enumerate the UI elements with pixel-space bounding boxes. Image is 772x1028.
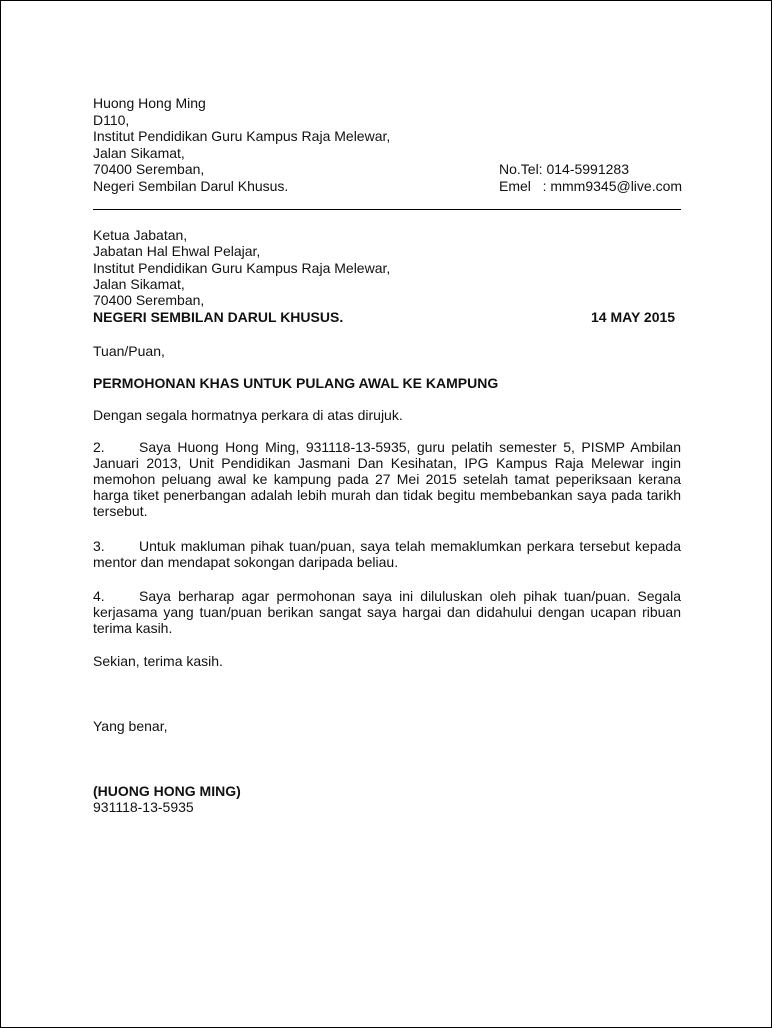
salutation: Tuan/Puan,: [93, 343, 165, 359]
paragraph-number: 4.: [93, 588, 105, 604]
paragraph-2: [93, 439, 681, 519]
letter-date: 14 MAY 2015: [591, 309, 676, 325]
sender-postcode-city: 70400 Seremban,: [93, 161, 205, 177]
paragraph-line: memohon peluang awal ke kampung pada 27 Mei 2015 setelah tamat peperiksaan kerana: [93, 471, 681, 487]
paragraph-4: [93, 588, 681, 636]
opening-line: Dengan segala hormatnya perkara di atas dirujuk.: [93, 407, 403, 423]
sender-institution: Institut Pendidikan Guru Kampus Raja Melewar,: [93, 128, 391, 144]
recipient-postcode-city: 70400 Seremban,: [93, 292, 205, 308]
paragraph-line: harga tiket penerbangan adalah lebih murah dan tidak begitu membebankan saya pada tarikh: [93, 487, 681, 503]
signoff: Yang benar,: [93, 718, 168, 734]
recipient-institution: Institut Pendidikan Guru Kampus Raja Melewar,: [93, 260, 391, 276]
recipient-department: Jabatan Hal Ehwal Pelajar,: [93, 243, 261, 259]
closing-line: Sekian, terima kasih.: [93, 653, 223, 669]
recipient-title: Ketua Jabatan,: [93, 227, 188, 243]
paragraph-3: [93, 538, 681, 570]
sender-state: Negeri Sembilan Darul Khusus.: [93, 178, 289, 194]
paragraph-line: kerjasama yang tuan/puan berikan sangat saya hargai dan didahului dengan ucapan ribuan: [93, 604, 681, 620]
header-divider: [93, 209, 681, 210]
letter-subject: PERMOHONAN KHAS UNTUK PULANG AWAL KE KAMPUNG: [93, 375, 499, 391]
paragraph-number: 2.: [93, 439, 105, 455]
paragraph-number: 3.: [93, 538, 105, 554]
signature-name: (HUONG HONG MING): [93, 783, 241, 799]
paragraph-line: mentor dan mendapat sokongan daripada beliau.: [93, 554, 399, 570]
signature-ic-number: 931118-13-5935: [93, 799, 194, 815]
paragraph-line: Januari 2013, Unit Pendidikan Jasmani Dan Kesihatan, IPG Kampus Raja Melewar ingin: [93, 455, 681, 471]
paragraph-line: tersebut.: [93, 503, 148, 519]
paragraph-line: 3. Untuk makluman pihak tuan/puan, saya telah memaklumkan perkara tersebut kepada: [93, 538, 681, 554]
sender-street: Jalan Sikamat,: [93, 145, 185, 161]
sender-email: Emel : mmm9345@live.com: [499, 178, 683, 194]
paragraph-line: 4. Saya berharap agar permohonan saya ini diluluskan oleh pihak tuan/puan. Segala: [93, 588, 681, 604]
sender-tel: No.Tel: 014-5991283: [499, 161, 629, 177]
recipient-state: NEGERI SEMBILAN DARUL KHUSUS.: [93, 309, 344, 325]
paragraph-line: 2. Saya Huong Hong Ming, 931118-13-5935, guru pelatih semester 5, PISMP Ambilan: [93, 439, 681, 455]
paragraph-line: terima kasih.: [93, 620, 173, 636]
recipient-street: Jalan Sikamat,: [93, 276, 185, 292]
sender-name: Huong Hong Ming: [93, 95, 206, 111]
sender-room: D110,: [93, 112, 130, 128]
